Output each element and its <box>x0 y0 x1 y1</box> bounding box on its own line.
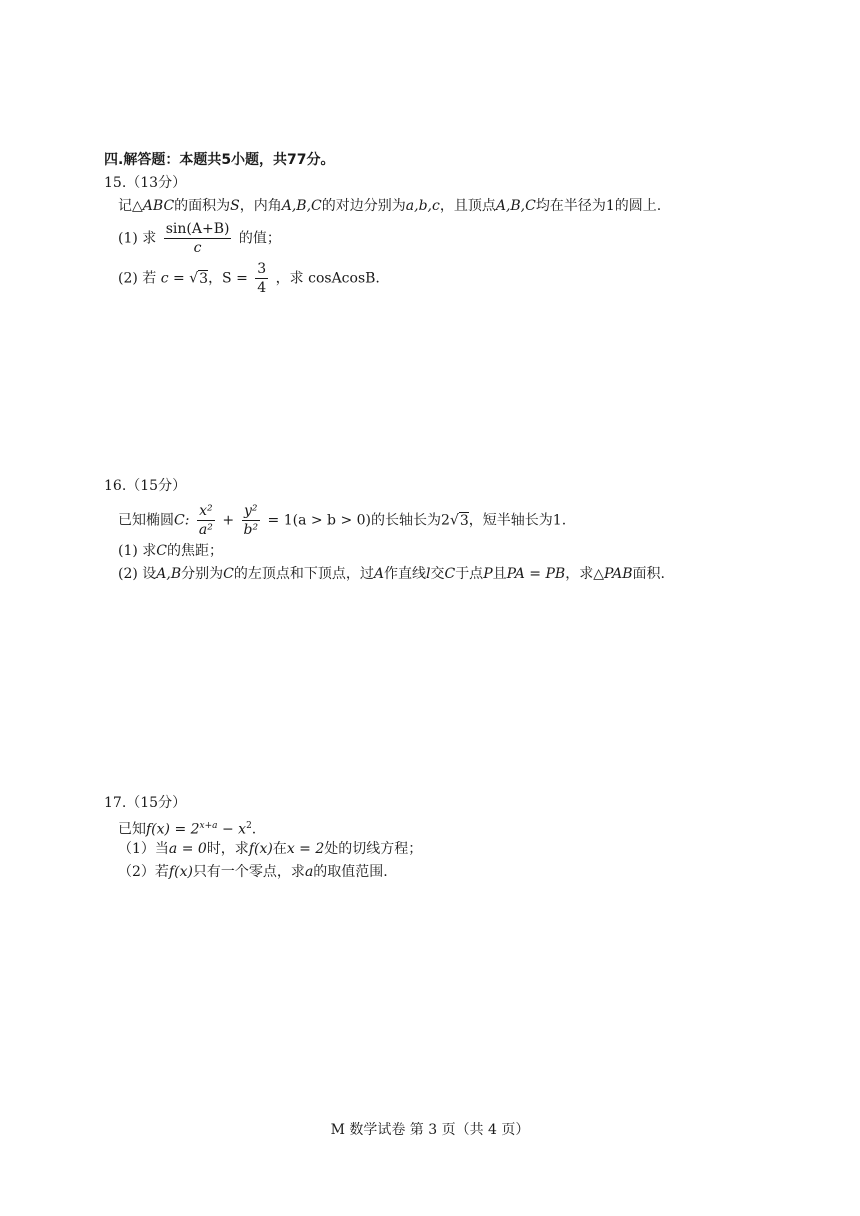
q15-stem: 记△ABC的面积为S，内角A,B,C的对边分别为a,b,c，且顶点A,B,C均在半径为1的圆上. <box>118 198 662 214</box>
q15-part1: (1) 求 $\frac{\sin(A+B)}{c}$ 的值； <box>118 221 281 256</box>
page-footer: M 数学试卷 第 3 页（共 4 页） <box>330 1122 530 1138</box>
q16-header: 16.（15分） <box>104 478 187 494</box>
q17-stem: 已知$f(x) = 2^{x+a} - x^2$. <box>118 821 257 838</box>
q17-part1: （1）当a = 0时，求f(x)在x = 2处的切线方程； <box>118 841 423 857</box>
q15-part2: (2) 若 c = √3，S = $\frac{3}{4}$ ，求 cosAcosB. <box>118 261 380 296</box>
q16-stem: 已知椭圆C: $\frac{\text{x²}}{\text{a²}}$ + $\frac{\text{y²}}{\text{b²}}$ = 1(a > b > 0)的长轴长为2√3，短半轴长为1. <box>118 503 567 538</box>
q16-x-fraction: $\frac{\text{x²}}{\text{a²}}$ <box>198 503 213 538</box>
q15-part2-fraction: $\frac{3}{4}$ <box>257 261 267 296</box>
q16-y-fraction: $\frac{\text{y²}}{\text{b²}}$ <box>243 503 259 538</box>
q15-header: 15.（13分） <box>104 175 187 191</box>
q16-part2: (2) 设A,B分别为C的左顶点和下顶点，过A作直线l交C于点P且PA = PB，求△PAB面积. <box>118 566 665 582</box>
q17-header: 17.（15分） <box>104 795 187 811</box>
q15-part1-fraction: $\frac{\sin(A+B)}{c}$ <box>165 221 230 256</box>
q17-part2: （2）若f(x)只有一个零点，求a的取值范围. <box>118 864 388 880</box>
section-heading: 四.解答题：本题共5小题，共77分。 <box>104 152 335 168</box>
q16-part1: (1) 求C的焦距； <box>118 543 223 559</box>
